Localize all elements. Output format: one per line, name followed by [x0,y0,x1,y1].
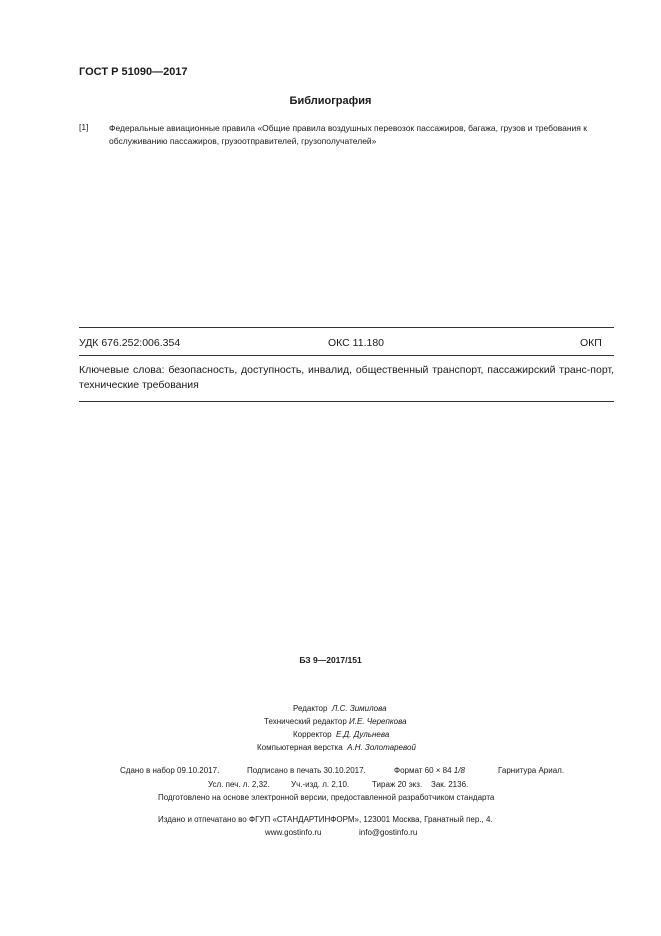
staff-name: Е.Д. Дульнева [335,730,390,739]
format-fraction: 1/8 [453,766,465,775]
okp-code: ОКП [580,337,602,349]
sent-to-set: Сдано в набор 09.10.2017. [120,766,220,775]
staff-role: Компьютерная верстка [257,743,343,752]
keywords: Ключевые слова: безопасность, доступность, инвалид, общественный транспорт, пассажирский транс-порт, технические требования [79,364,614,391]
publisher-info [0,815,661,845]
oks-code: ОКС 11.180 [328,337,385,349]
staff-role: Корректор [293,730,332,739]
format-label: Формат 60 × 84 [394,766,452,775]
staff-corrector [293,730,389,739]
divider-bottom [79,401,614,402]
staff-name: И.Е. Черепкова [349,717,407,726]
reference-number: [1] [79,122,89,132]
prepared-note: Подготовлено на основе электронной версии, предоставленной разработчиком стандарта [158,793,495,802]
staff-name: А.Н. Золотаревой [347,743,416,752]
bibliography-title: Библиография [289,95,372,107]
divider-top [79,327,614,328]
reference-text: Федеральные авиационные правила «Общие правила воздушных перевозок пассажиров, багажа, грузов и требования к обслуживанию пассажиров, грузоотправителей, грузополучателей» [109,123,587,146]
staff-editor [293,704,387,713]
udk-code: УДК 676.252:006.354 [79,337,181,349]
format [394,766,465,775]
staff-name: Л.С. Зимилова [331,704,387,713]
print-run: Тираж 20 экз. [372,780,423,789]
staff-role: Технический редактор [264,717,347,726]
signed-print: Подписано в печать 30.10.2017. [247,766,366,775]
order-number: Зак. 2136. [431,780,469,789]
website-link[interactable]: www.gostinfo.ru [265,828,322,837]
standard-code: ГОСТ Р 51090—2017 [79,66,188,78]
bz-number: БЗ 9—2017/151 [299,655,362,665]
publisher-line: Издано и отпечатано во ФГУП «СТАНДАРТИНФОРМ», 123001 Москва, Гранатный пер., 4. [158,815,493,824]
divider-middle [79,355,614,356]
staff-role: Редактор [293,704,328,713]
staff-tech-editor [264,717,407,726]
publication-info [0,766,661,806]
publ-sheets: Уч.-изд. л. 2,10. [291,780,350,789]
email-link[interactable]: info@gostinfo.ru [359,828,418,837]
print-sheets: Усл. печ. л. 2,32. [208,780,270,789]
font-name: Гарнитура Ариал. [498,766,565,775]
staff-layout [257,743,416,752]
